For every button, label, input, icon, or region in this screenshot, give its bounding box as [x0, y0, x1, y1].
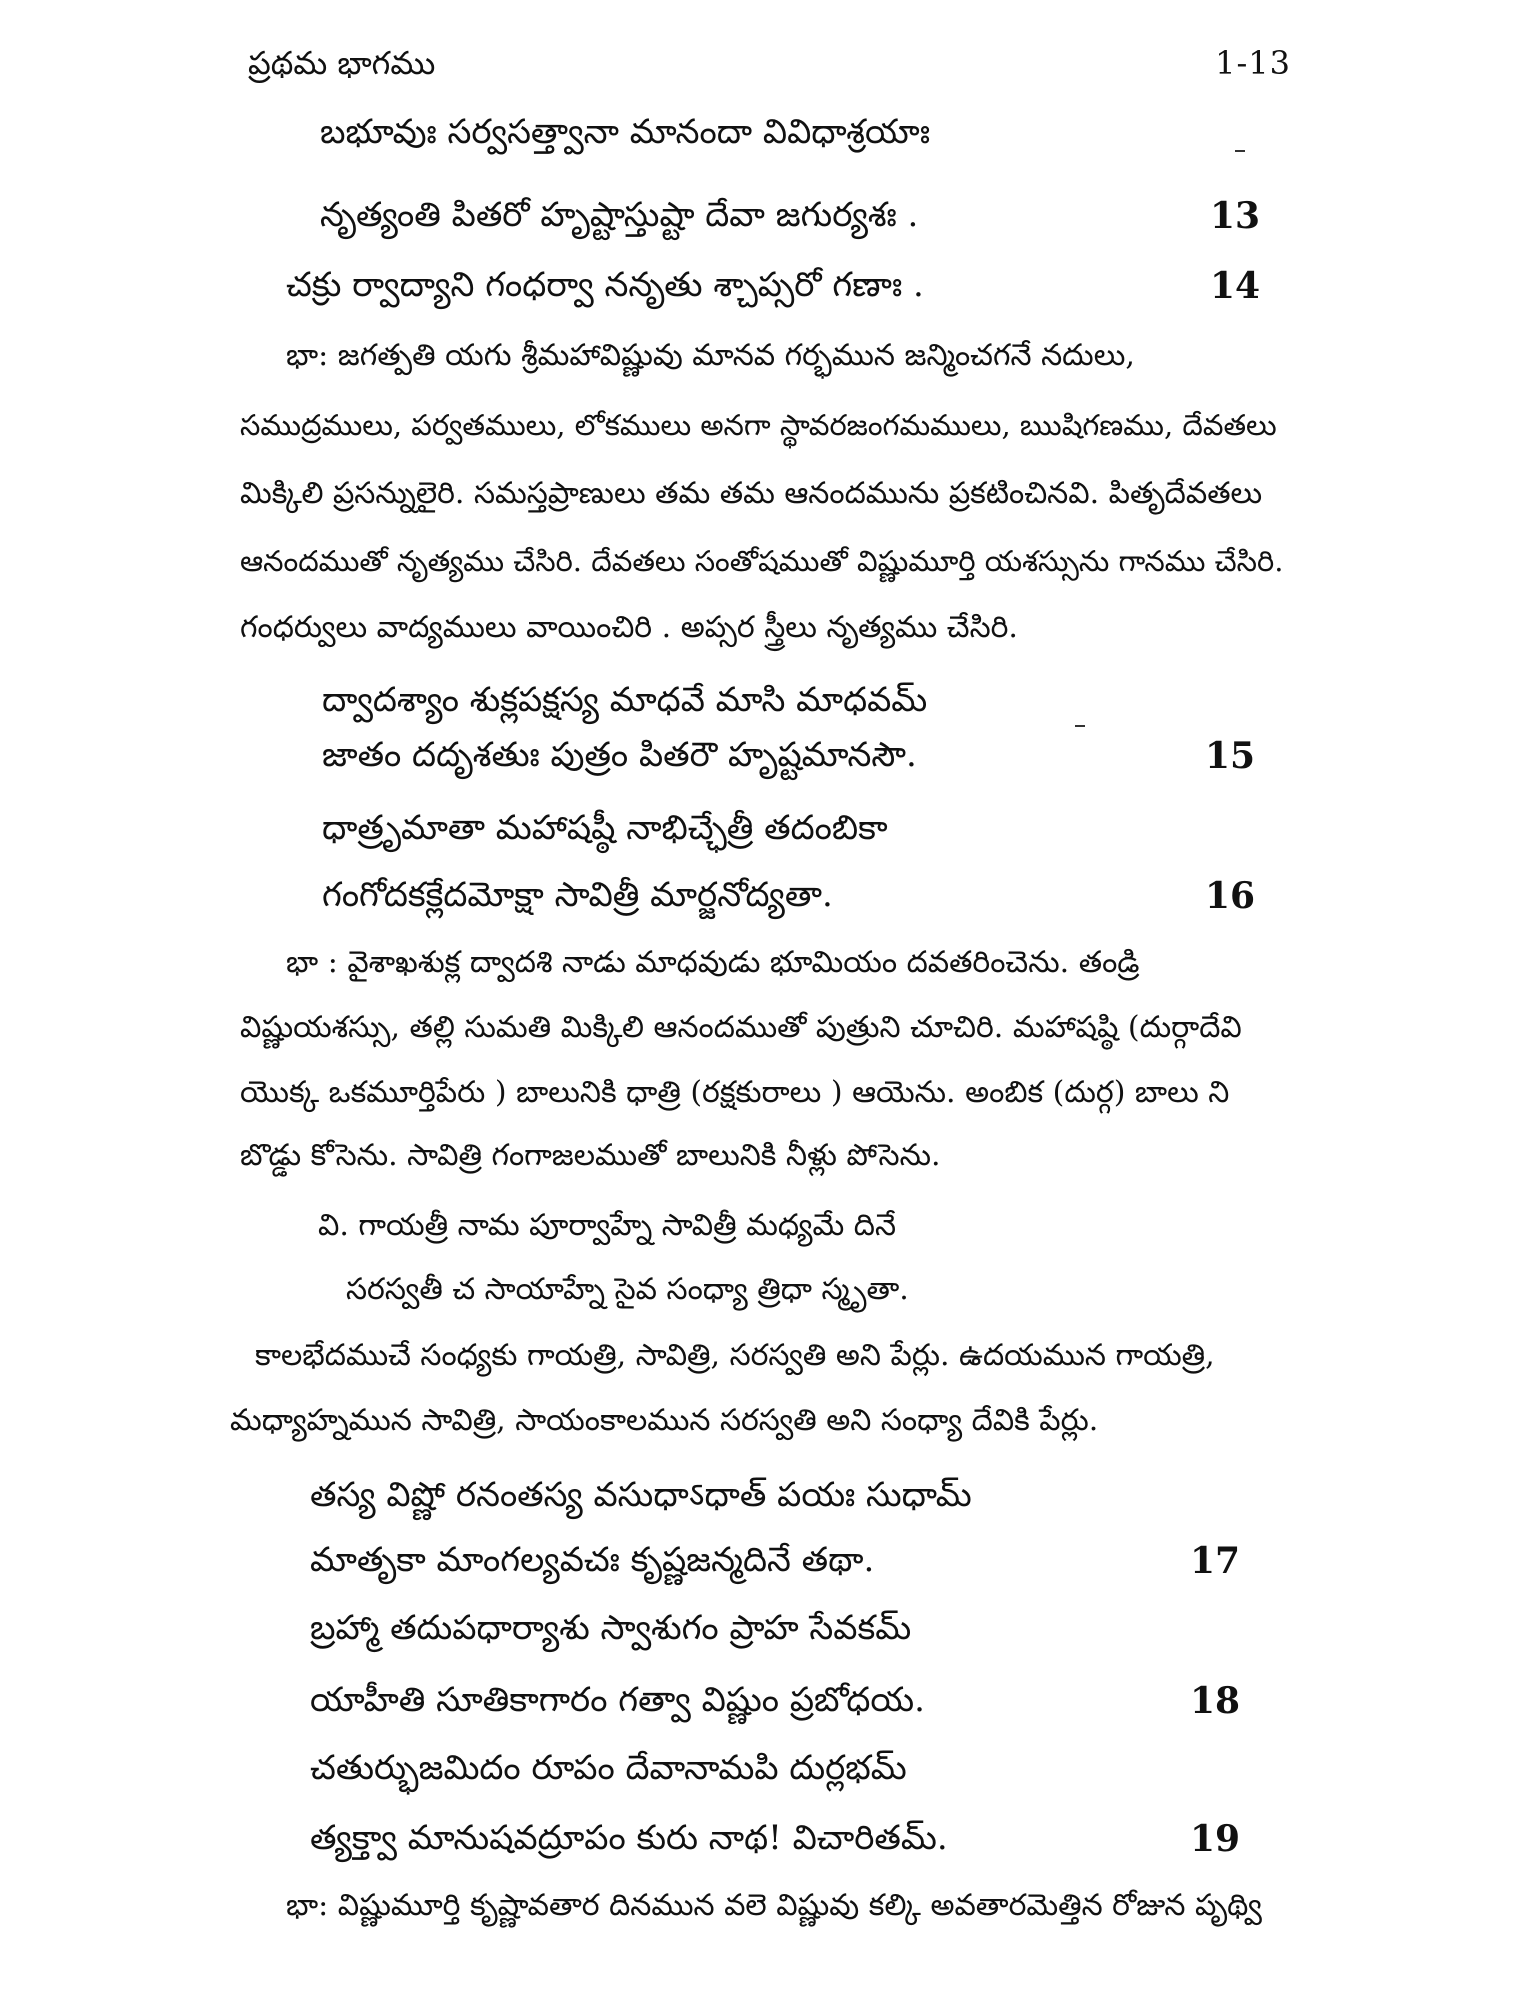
note-verse-line: వి. గాయత్రీ నామ పూర్వాహ్నే సావిత్రీ మధ్యమే దినే [318, 1208, 897, 1243]
verse-line: నృత్యంతి పితరో హృష్టాస్తుష్టా దేవా జగుర్యశః . [320, 195, 919, 235]
verse-number: 16 [1205, 875, 1256, 917]
note-verse-line: సరస్వతీ చ సాయాహ్నే సైవ సంధ్యా త్రిధా స్మృతా. [346, 1272, 909, 1307]
commentary-line: భా: జగత్పతి యగు శ్రీమహావిష్ణువు మానవ గర్భమున జన్మించగనే నదులు, [286, 338, 1135, 373]
verse-line: బ్రహ్మా తదుపధార్యాశు స్వాశుగం ప్రాహ సేవకమ్ [310, 1608, 912, 1648]
commentary-line: సముద్రములు, పర్వతములు, లోకములు అనగా స్థావరజంగమములు, ఋషిగణము, దేవతలు [240, 408, 1277, 442]
verse-line: బభూవుః సర్వసత్త్వానా మానందా వివిధాశ్రయాః [320, 112, 931, 152]
verse-line: ద్వాదశ్యాం శుక్లపక్షస్య మాధవే మాసి మాధవమ్ [322, 680, 928, 720]
commentary-line: గంధర్వులు వాద్యములు వాయించిరి . అప్సర స్త్రీలు నృత్యము చేసిరి. [240, 610, 1018, 645]
commentary-line: యొక్క ఒకమూర్తిపేరు ) బాలునికి ధాత్రి (రక్షకురాలు ) ఆయెను. అంబిక (దుర్గ) బాలు ని [240, 1075, 1230, 1110]
verse-line: త్యక్త్వా మానుషవద్రూపం కురు నాథ! విచారితమ్. [310, 1818, 948, 1858]
commentary-line: విష్ణుయశస్సు, తల్లి సుమతి మిక్కిలి ఆనందముతో పుత్రుని చూచిరి. మహాషష్ఠి (దుర్గాదేవి [240, 1010, 1242, 1045]
stray-mark [1075, 725, 1085, 727]
commentary-line: బొడ్డు కోసెను. సావిత్రి గంగాజలముతో బాలునికి నీళ్లు పోసెను. [240, 1138, 941, 1173]
verse-number: 15 [1205, 735, 1256, 777]
verse-number: 14 [1210, 265, 1261, 307]
commentary-line: భా : వైశాఖశుక్ల ద్వాదశి నాడు మాధవుడు భూమియం దవతరించెను. తండ్రి [286, 945, 1140, 980]
note-line: కాలభేదముచే సంధ్యకు గాయత్రి, సావిత్రి, సరస్వతి అని పేర్లు. ఉదయమున గాయత్రి, [255, 1338, 1215, 1373]
verse-line: చక్రు ర్వాద్యాని గంధర్వా ననృతు శ్చాప్సరో గణాః . [286, 265, 924, 305]
verse-number: 18 [1190, 1680, 1241, 1722]
verse-number: 13 [1210, 195, 1261, 237]
note-line: మధ్యాహ్నమున సావిత్రి, సాయంకాలమున సరస్వతి అని సంధ్యా దేవికి పేర్లు. [230, 1403, 1099, 1438]
running-header: ప్రథమ భాగము [248, 44, 436, 82]
verse-line: జాతం దదృశతుః పుత్రం పితరౌ హృష్టమానసౌ. [322, 735, 917, 775]
verse-line: మాతృకా మాంగల్యవచః కృష్ణజన్మదినే తథా. [310, 1540, 875, 1580]
verse-line: చతుర్భుజమిదం రూపం దేవానామపి దుర్లభమ్ [310, 1748, 907, 1788]
page-number: 1-13 [1215, 44, 1291, 82]
verse-number: 19 [1190, 1818, 1241, 1860]
verse-line: గంగోదకక్లేదమోక్షా సావిత్రీ మార్జనోద్యతా. [322, 875, 833, 915]
verse-line: యాహీతి సూతికాగారం గత్వా విష్ణుం ప్రబోధయ. [310, 1680, 925, 1720]
commentary-line: భా: విష్ణుమూర్తి కృష్ణావతార దినమున వలె విష్ణువు కల్కి అవతారమెత్తిన రోజున పృథ్వి [286, 1888, 1262, 1923]
verse-number: 17 [1190, 1540, 1241, 1582]
stray-mark [1235, 150, 1245, 152]
commentary-line: మిక్కిలి ప్రసన్నులైరి. సమస్తప్రాణులు తమ తమ ఆనందమును ప్రకటించినవి. పితృదేవతలు [240, 476, 1263, 511]
commentary-line: ఆనందముతో నృత్యము చేసిరి. దేవతలు సంతోషముతో విష్ణుమూర్తి యశస్సును గానము చేసిరి. [240, 544, 1284, 578]
verse-line: ధాత్రృమాతా మహాషష్ఠీ నాభిచ్ఛేత్రీ తదంబికా [322, 808, 888, 848]
verse-line: తస్య విష్ణో రనంతస్య వసుధాऽధాత్ పయః సుధామ్ [310, 1475, 972, 1515]
